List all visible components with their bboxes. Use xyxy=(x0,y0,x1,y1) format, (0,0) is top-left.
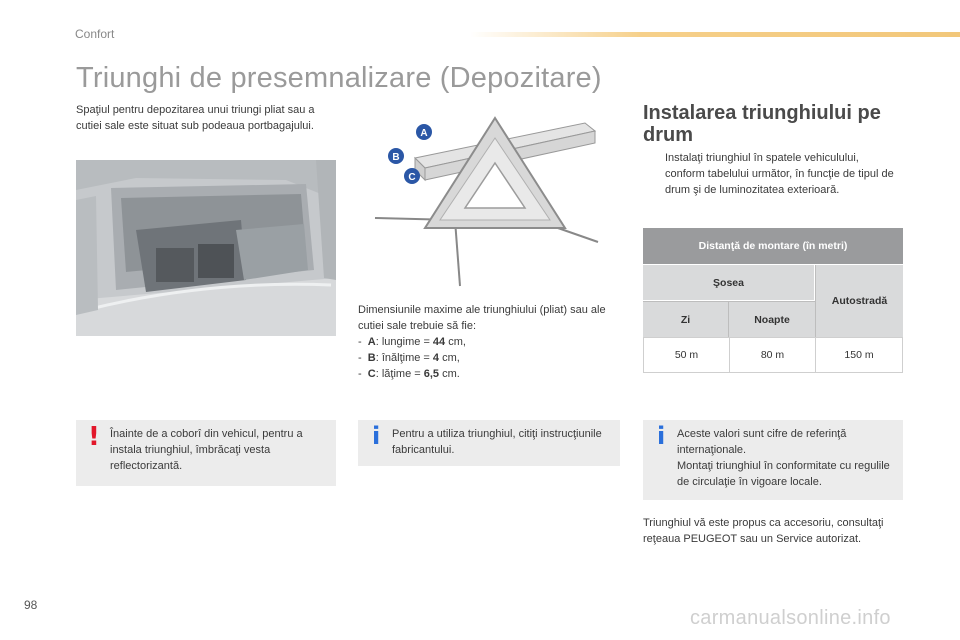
warning-note xyxy=(76,420,336,486)
dimension-key: B xyxy=(367,352,376,364)
info-icon: i xyxy=(372,422,381,450)
table-header: Distanţă de montare (în metri) xyxy=(643,228,903,264)
outro-paragraph: Triunghiul vă este propus ca accesoriu, consultaţi reţeaua PEUGEOT sau un Service autorizat. xyxy=(643,517,884,545)
dimension-label: : lăţime = xyxy=(375,368,424,380)
info-text: Aceste valori sunt cifre de referinţă internaţionale. Montaţi triunghiul în conformitate cu regulile de circulaţie în vigoare locale. xyxy=(677,428,890,488)
section-label: Confort xyxy=(75,27,115,41)
watermark: carmanualsonline.info xyxy=(690,607,891,629)
dimension-label: : lungime = xyxy=(375,336,433,348)
distance-table xyxy=(643,228,903,373)
info-note xyxy=(358,420,620,466)
dimension-key: A xyxy=(367,336,376,348)
dimension-item xyxy=(358,334,623,350)
dimension-unit: cm, xyxy=(445,336,466,348)
info-text: Pentru a utiliza triunghiul, citiţi instrucţiunile fabricantului. xyxy=(392,428,602,456)
table-cell: 50 m xyxy=(643,337,730,373)
dimensions-block xyxy=(358,302,623,382)
dimension-unit: cm. xyxy=(439,368,460,380)
table-autostrada: Autostradă xyxy=(815,265,903,337)
table-zi: Zi xyxy=(643,301,729,337)
dimensions-intro: Dimensiunile maxime ale triunghiului (pliat) sau ale cutiei sale trebuie să fie: xyxy=(358,304,606,332)
table-cell: 150 m xyxy=(815,337,903,373)
table-sosea: Şosea xyxy=(643,265,815,300)
badge-label-b: B xyxy=(392,152,400,163)
page-number: 98 xyxy=(24,598,38,612)
table-noapte: Noapte xyxy=(729,301,815,337)
dimension-unit: cm, xyxy=(439,352,460,364)
triangle-diagram xyxy=(360,108,610,288)
trunk-photo xyxy=(76,160,336,336)
warning-icon: ! xyxy=(88,422,100,452)
page-title: Triunghi de presemnalizare (Depozitare) xyxy=(76,62,602,94)
badge-label-c: C xyxy=(408,172,416,183)
dimension-dash: - xyxy=(358,368,362,380)
install-bullet-text: Instalaţi triunghiul în spatele vehiculului, conform tabelului următor, în funcţie de tipul de drum şi de luminozitatea exterioară. xyxy=(665,152,894,196)
trunk-illustration xyxy=(76,160,336,336)
dimension-dash: - xyxy=(358,352,362,364)
dimension-value: 4 xyxy=(432,352,440,364)
warning-text: Înainte de a coborî din vehicul, pentru a instala triunghiul, îmbrăcaţi vesta reflectorizantă. xyxy=(110,428,303,472)
dimension-dash: - xyxy=(358,336,362,348)
info-note xyxy=(643,420,903,500)
table-cell: 80 m xyxy=(729,337,816,373)
dimension-item xyxy=(358,366,623,382)
header-rule xyxy=(470,32,960,37)
info-icon: i xyxy=(657,422,666,450)
dimension-value: 6,5 xyxy=(423,368,440,380)
dimension-label: : înălţime = xyxy=(375,352,433,364)
dimension-key: C xyxy=(367,368,376,380)
dimension-item xyxy=(358,350,623,366)
install-heading: Instalarea triunghiului pe drum xyxy=(643,102,881,146)
triangle-kit-svg xyxy=(360,108,610,288)
intro-paragraph: Spaţiul pentru depozitarea unui triungi pliat sau a cutiei sale este situat sub podeaua portbagajului. xyxy=(76,104,315,132)
badge-label-a: A xyxy=(420,128,428,139)
dimension-value: 44 xyxy=(432,336,446,348)
